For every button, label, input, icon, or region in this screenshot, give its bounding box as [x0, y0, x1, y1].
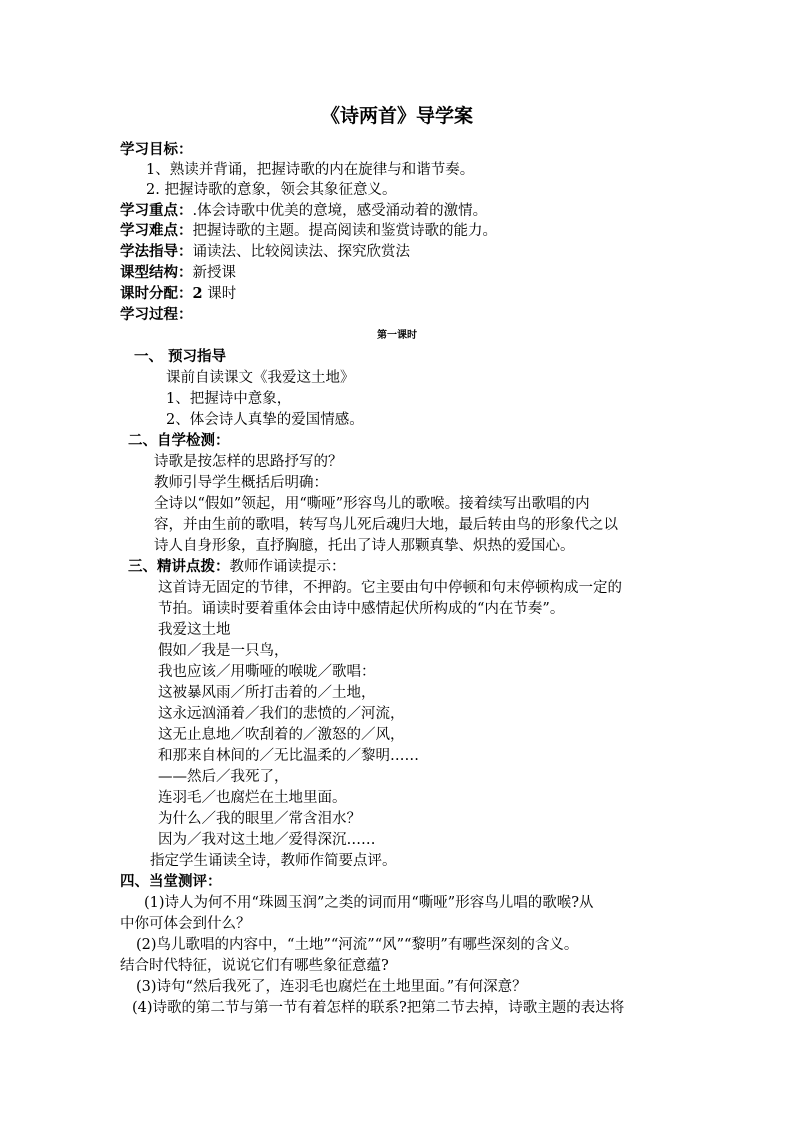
- poem-line: 和那来自林间的／无比温柔的／黎明……: [158, 748, 419, 764]
- hours-label: 课时分配：: [120, 285, 193, 302]
- document-title: 《诗两首》导学案: [320, 105, 473, 127]
- poem-line: 连羽毛／也腐烂在土地里面。: [158, 790, 347, 806]
- lesson-type-text: 新授课: [192, 265, 236, 281]
- section-3-line: 节拍。诵读时要着重体会由诗中感情起伏所构成的“内在节奏”。: [158, 601, 565, 617]
- difficulty-label: 学习难点：: [120, 222, 193, 239]
- hours-unit: 课时: [202, 286, 237, 302]
- quiz-question-cont: 中你可体会到什么？: [120, 916, 251, 932]
- poem-line: 这永远汹涌着／我们的悲愤的／河流，: [158, 706, 405, 722]
- quiz-question: (3)诗句“然后我死了，连羽毛也腐烂在土地里面。”有何深意？: [136, 979, 527, 995]
- section-3-heading: 三、精讲点拨：: [128, 558, 230, 575]
- objectives-label: 学习目标：: [120, 141, 193, 158]
- method-text: 诵读法、比较阅读法、探究欣赏法: [192, 244, 410, 260]
- objective-item: 1、熟读并背诵，把握诗歌的内在旋律与和谐节奏。: [146, 162, 475, 178]
- lesson-type-line: [120, 263, 236, 283]
- section-3-line: 这首诗无固定的节律，不押韵。它主要由句中停顿和句末停顿构成一定的: [158, 580, 622, 596]
- section-2-line: 教师引导学生概括后明确：: [154, 475, 328, 491]
- difficulty-line: [120, 221, 497, 241]
- section-2-line: 全诗以“假如”领起，用“嘶哑”形容鸟儿的歌喉。接着续写出歌唱的内: [154, 496, 590, 512]
- section-1-heading: 一、 预习指导: [134, 348, 227, 365]
- section-4-heading: 四、当堂测评：: [120, 873, 222, 890]
- difficulty-text: 把握诗歌的主题。提高阅读和鉴赏诗歌的能力。: [192, 223, 497, 239]
- hours-line: [120, 284, 236, 304]
- section-2-line: 容，并由生前的歌唱，转写鸟儿死后魂归大地，最后转由鸟的形象代之以: [154, 517, 618, 533]
- poem-line: 为什么／我的眼里／常含泪水？: [158, 811, 361, 827]
- section-1-line: 2、体会诗人真挚的爱国情感。: [166, 412, 364, 428]
- section-3-heading-tail: 教师作诵读提示：: [229, 559, 346, 575]
- section-2-heading: 二、自学检测：: [128, 432, 230, 449]
- hours-value: 2: [192, 285, 203, 302]
- poem-line: 这被暴风雨／所打击着的／土地，: [158, 685, 376, 701]
- section-1-line: 课前自读课文《我爱这土地》: [166, 370, 355, 386]
- quiz-question-cont: 结合时代特征，说说它们有哪些象征意蕴?: [120, 958, 389, 974]
- section-3-heading-line: [128, 557, 346, 577]
- key-point-line: [120, 201, 487, 221]
- poem-line: 假如／我是一只鸟，: [158, 643, 289, 659]
- section-2-line: 诗歌是按怎样的思路抒写的？: [154, 454, 343, 470]
- quiz-question: (1)诗人为何不用“珠圆玉润”之类的词而用“嘶哑”形容鸟儿唱的歌喉?从: [144, 895, 594, 911]
- quiz-question: (2)鸟儿歌唱的内容中，“土地”“河流”“风”“黎明”有哪些深刻的含义。: [136, 937, 579, 953]
- poem-line: 这无止息地／吹刮着的／激怒的／风，: [158, 727, 405, 743]
- key-point-text: .体会诗歌中优美的意境，感受涌动着的激情。: [192, 203, 488, 219]
- first-lesson-heading: 第一课时: [377, 330, 417, 341]
- poem-title: 我爱这土地: [158, 622, 231, 638]
- key-point-label: 学习重点：: [120, 202, 193, 219]
- section-3-closing: 指定学生诵读全诗，教师作简要点评。: [150, 853, 397, 869]
- objective-item: 2. 把握诗歌的意象，领会其象征意义。: [146, 182, 397, 198]
- method-label: 学法指导：: [120, 243, 193, 260]
- section-1-line: 1、把握诗中意象，: [166, 391, 292, 407]
- section-2-line: 诗人自身形象，直抒胸臆，托出了诗人那颗真挚、炽热的爱国心。: [154, 538, 575, 554]
- poem-line: 我也应该／用嘶哑的喉咙／歌唱：: [158, 664, 376, 680]
- process-label: 学习过程：: [120, 306, 193, 323]
- poem-line: 因为／我对这土地／爱得深沉……: [158, 832, 376, 848]
- poem-line: ——然后／我死了，: [158, 769, 289, 785]
- quiz-question: (4)诗歌的第二节与第一节有着怎样的联系?把第二节去掉，诗歌主题的表达将: [132, 1000, 625, 1016]
- lesson-type-label: 课型结构：: [120, 264, 193, 281]
- method-line: [120, 242, 410, 262]
